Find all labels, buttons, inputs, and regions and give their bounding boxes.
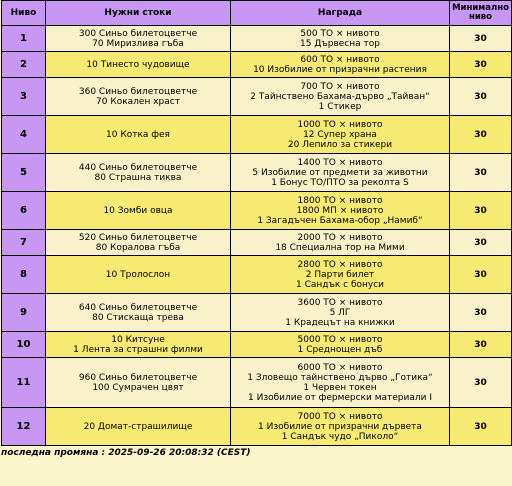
min-level-cell: 30	[450, 52, 512, 78]
reward-cell-line: 1400 ТО × нивото	[297, 157, 383, 168]
items-cell-line: 1 Лента за страшни филми	[73, 344, 203, 355]
reward-cell	[231, 26, 450, 52]
reward-cell-line: 1 Крадецът на книжки	[285, 317, 395, 328]
level-cell: 11	[2, 358, 46, 408]
items-cell-line: 960 Синьо билетоцветче	[78, 372, 198, 383]
reward-cell-line: 5000 ТО × нивото	[297, 334, 383, 345]
min-level-cell: 30	[450, 358, 512, 408]
reward-cell-line: 1 Загадъчен Бахама-обор „Намиб“	[257, 215, 423, 226]
items-cell	[46, 230, 231, 256]
reward-cell-line: 500 ТО × нивото	[300, 28, 380, 39]
items-cell	[46, 256, 231, 294]
items-cell-line: 10 Китсуне	[111, 334, 165, 345]
level-cell: 5	[2, 154, 46, 192]
table-row	[2, 230, 512, 256]
reward-cell-line: 1 Сандък чудо „Пиколо“	[281, 431, 399, 442]
reward-cell-line: 12 Супер храна	[303, 129, 377, 140]
min-level-cell: 30	[450, 192, 512, 230]
reward-cell-line: 700 ТО × нивото	[300, 81, 380, 92]
items-cell	[46, 116, 231, 154]
reward-cell-line: 3600 ТО × нивото	[297, 297, 383, 308]
items-cell-line: 10 Зомби овца	[103, 205, 173, 216]
reward-cell-line: 1800 ТО × нивото	[297, 195, 383, 206]
reward-cell-line: 2000 ТО × нивото	[297, 232, 383, 243]
header-reward: Награда	[231, 1, 450, 26]
items-cell-line: 10 Котка фея	[106, 129, 170, 140]
reward-cell-line: 1 Сандък с бонуси	[295, 279, 385, 290]
items-cell-line: 640 Синьо билетоцветче	[78, 302, 198, 313]
reward-cell	[231, 294, 450, 332]
reward-cell-line: 5 Изобилие от предмети за животни	[252, 167, 428, 178]
level-cell: 12	[2, 408, 46, 446]
items-cell-line: 70 Миризлива гъба	[92, 38, 184, 49]
reward-cell-line: 1 Изобилие от призрачни дървета	[258, 421, 422, 432]
min-level-cell: 30	[450, 26, 512, 52]
min-level-cell: 30	[450, 256, 512, 294]
table-row	[2, 78, 512, 116]
reward-cell-line: 7000 ТО × нивото	[297, 411, 383, 422]
table-row	[2, 408, 512, 446]
level-cell: 9	[2, 294, 46, 332]
table-row	[2, 52, 512, 78]
reward-cell	[231, 78, 450, 116]
header-items: Нужни стоки	[46, 1, 231, 26]
min-level-cell: 30	[450, 154, 512, 192]
reward-cell-line: 5 ЛГ	[329, 307, 351, 318]
table-row	[2, 358, 512, 408]
level-cell: 2	[2, 52, 46, 78]
items-cell	[46, 332, 231, 358]
reward-cell-line: 1 Червен токен	[303, 382, 377, 393]
items-cell-line: 10 Тинесто чудовище	[86, 59, 190, 70]
items-cell-line: 100 Сумрачен цвят	[92, 382, 184, 393]
last-modified: последна промяна : 2025-09-26 20:08:32 (CEST)	[1, 448, 251, 458]
reward-cell	[231, 192, 450, 230]
reward-cell-line: 6000 ТО × нивото	[297, 362, 383, 373]
items-cell	[46, 78, 231, 116]
reward-cell-line: 1800 МП × нивото	[296, 205, 384, 216]
reward-cell	[231, 358, 450, 408]
quest-table	[1, 0, 512, 446]
header-level: Ниво	[2, 1, 46, 26]
items-cell	[46, 26, 231, 52]
table-header-row	[2, 1, 512, 26]
level-cell: 3	[2, 78, 46, 116]
header-min-level	[450, 1, 512, 26]
table-row	[2, 256, 512, 294]
items-cell-line: 10 Тролослон	[105, 269, 171, 280]
reward-cell-line: 1 Среднощен дъб	[297, 344, 383, 355]
reward-cell-line: 20 Лепило за стикери	[287, 139, 393, 150]
level-cell: 4	[2, 116, 46, 154]
reward-cell-line: 1 Зловещо тайнствено дърво „Готика“	[247, 372, 433, 383]
items-cell-line: 300 Синьо билетоцветче	[78, 28, 198, 39]
reward-cell	[231, 52, 450, 78]
items-cell-line: 360 Синьо билетоцветче	[78, 86, 198, 97]
reward-cell	[231, 116, 450, 154]
level-cell: 1	[2, 26, 46, 52]
table-row	[2, 332, 512, 358]
items-cell-line: 20 Домат-страшилище	[83, 421, 193, 432]
items-cell	[46, 358, 231, 408]
items-cell	[46, 154, 231, 192]
items-cell	[46, 52, 231, 78]
reward-cell	[231, 256, 450, 294]
table-row	[2, 294, 512, 332]
items-cell	[46, 294, 231, 332]
reward-cell-line: 1 Стикер	[318, 101, 362, 112]
table-row	[2, 192, 512, 230]
items-cell	[46, 192, 231, 230]
table-row	[2, 26, 512, 52]
min-level-cell: 30	[450, 294, 512, 332]
level-cell: 7	[2, 230, 46, 256]
level-cell: 10	[2, 332, 46, 358]
min-level-cell: 30	[450, 332, 512, 358]
reward-cell	[231, 408, 450, 446]
items-cell-line: 80 Коралова гъба	[95, 242, 181, 253]
items-cell-line: 80 Стискаща трева	[92, 312, 184, 323]
min-level-cell: 30	[450, 116, 512, 154]
items-cell-line: 70 Кокален храст	[96, 96, 180, 107]
reward-cell-line: 15 Дървесна тор	[300, 38, 380, 49]
reward-cell-line: 2 Тайнствено Бахама-дърво „Тайван“	[250, 91, 430, 102]
reward-cell	[231, 154, 450, 192]
reward-cell-line: 2 Парти билет	[305, 269, 375, 280]
level-cell: 8	[2, 256, 46, 294]
reward-cell-line: 600 ТО × нивото	[300, 54, 380, 65]
reward-cell-line: 2800 ТО × нивото	[297, 259, 383, 270]
min-level-cell: 30	[450, 408, 512, 446]
items-cell-line: 80 Страшна тиква	[94, 172, 182, 183]
reward-cell-line: 18 Специална тор на Мими	[275, 242, 405, 253]
reward-cell	[231, 230, 450, 256]
reward-cell-line: 10 Изобилие от призрачни растения	[253, 64, 427, 75]
reward-cell-line: 1 Изобилие от фермерски материали I	[248, 392, 432, 403]
items-cell	[46, 408, 231, 446]
table-row	[2, 116, 512, 154]
header-min-level-line1: Минимално	[452, 3, 509, 13]
level-cell: 6	[2, 192, 46, 230]
table-row	[2, 154, 512, 192]
header-min-level-line2: ниво	[468, 12, 493, 22]
reward-cell-line: 1000 ТО × нивото	[297, 119, 383, 130]
items-cell-line: 440 Синьо билетоцветче	[78, 162, 198, 173]
items-cell-line: 520 Синьо билетоцветче	[78, 232, 198, 243]
min-level-cell: 30	[450, 78, 512, 116]
min-level-cell: 30	[450, 230, 512, 256]
reward-cell	[231, 332, 450, 358]
reward-cell-line: 1 Бонус ТО/ПТО за реколта S	[271, 177, 409, 188]
